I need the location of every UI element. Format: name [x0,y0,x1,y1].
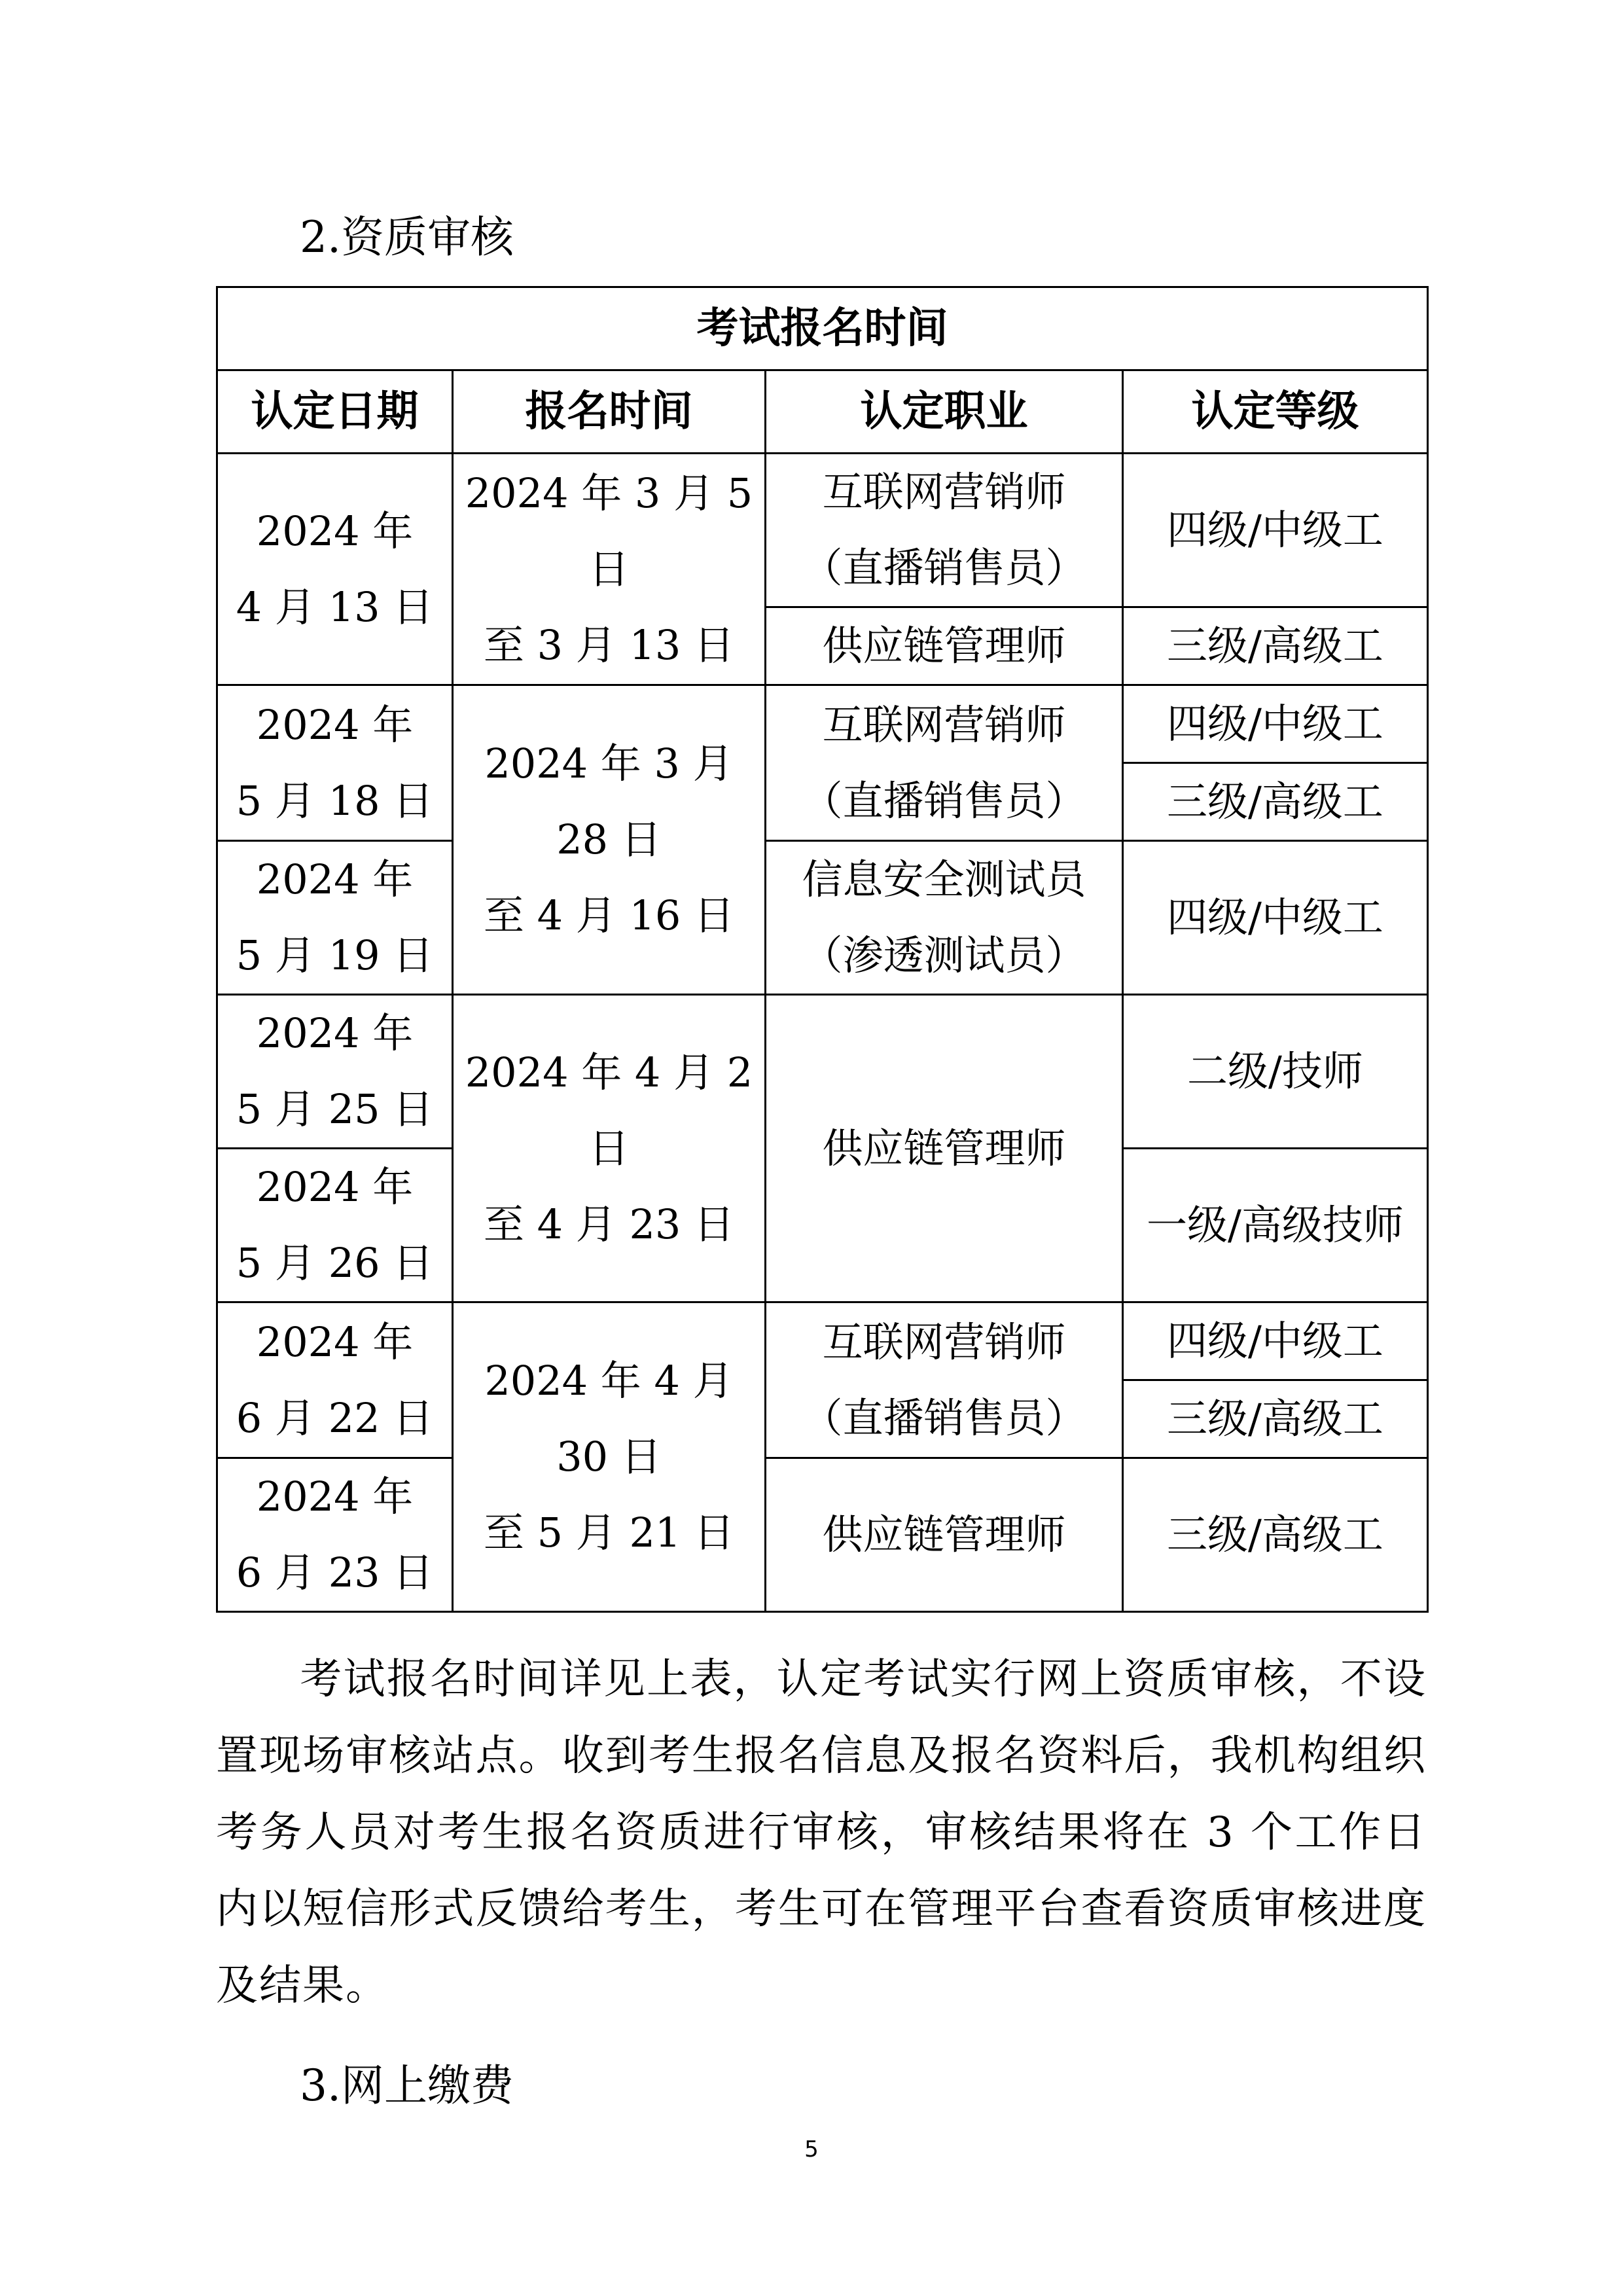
table-cell-date [217,1458,453,1612]
section-heading-online-payment: 3.网上缴费 [300,2060,514,2111]
date-day: 5 月 26 日 [236,1239,434,1287]
table-cell-level: 三级/高级工 [1123,607,1428,685]
table-cell-level: 四级/中级工 [1123,454,1428,607]
table-cell-date [217,1149,453,1302]
date-year: 2024 年 [256,855,414,903]
table-cell-level: 三级/高级工 [1123,763,1428,841]
occupation-name: 互联网营销师 [822,700,1066,749]
table-cell-level: 四级/中级工 [1123,841,1428,995]
table-cell-level: 三级/高级工 [1123,1458,1428,1612]
date-day: 5 月 18 日 [236,776,434,825]
table-cell-occupation [766,685,1123,841]
table-cell-occupation [766,841,1123,995]
period-start: 2024 年 4 月 30 日 [484,1357,734,1480]
period-start: 2024 年 3 月 28 日 [484,740,734,863]
occupation-name: 供应链管理师 [822,1511,1066,1558]
column-header-registration-period: 报名时间 [453,370,766,454]
date-year: 2024 年 [256,507,414,555]
table-cell-level: 二级/技师 [1123,995,1428,1149]
table-cell-level: 四级/中级工 [1123,1302,1428,1380]
table-cell-registration-period [453,685,766,995]
table-cell-occupation [766,1458,1123,1612]
table-title: 考试报名时间 [217,287,1428,370]
period-end: 至 5 月 21 日 [483,1509,735,1556]
occupation-name: 互联网营销师 [822,468,1066,516]
paragraph-text: 考试报名时间详见上表，认定考试实行网上资质审核，不设置现场审核站点。收到考生报名信息及报名资料后，我机构组织考务人员对考生报名资质进行审核，审核结果将在 3 个工作日内以短信形式反馈给考生，考生可在管理平台查看资质审核进度及结果。 [216,1655,1427,2010]
date-year: 2024 年 [256,700,414,749]
section-heading-qualification-review: 2.资质审核 [300,212,514,262]
table-cell-date [217,841,453,995]
page-number: 5 [804,2136,819,2162]
date-year: 2024 年 [256,1163,414,1211]
table-cell-registration-period [453,1302,766,1612]
occupation-subtitle: （直播销售员） [802,544,1086,592]
occupation-subtitle: （渗透测试员） [802,931,1086,979]
date-year: 2024 年 [256,1473,414,1520]
date-day: 5 月 25 日 [236,1085,434,1133]
occupation-subtitle: （直播销售员） [802,1393,1086,1442]
table-cell-date [217,685,453,841]
date-year: 2024 年 [256,1009,414,1057]
date-day: 6 月 23 日 [236,1549,434,1596]
period-start: 2024 年 4 月 2 日 [465,1048,753,1172]
table-cell-occupation [766,1302,1123,1458]
date-day: 5 月 19 日 [236,931,434,979]
date-day: 6 月 22 日 [236,1393,434,1442]
exam-registration-table [216,286,1429,1613]
period-end: 至 4 月 23 日 [483,1200,735,1248]
column-header-level: 认定等级 [1123,370,1428,454]
occupation-name: 供应链管理师 [822,622,1066,670]
occupation-name: 信息安全测试员 [802,855,1086,903]
body-paragraph [216,1641,1427,2024]
occupation-subtitle: （直播销售员） [802,776,1086,825]
period-end: 至 4 月 16 日 [483,891,735,939]
occupation-name: 供应链管理师 [822,1124,1066,1172]
table-cell-registration-period [453,995,766,1302]
table-cell-occupation [766,995,1123,1302]
table-cell-level: 三级/高级工 [1123,1380,1428,1458]
table-cell-date [217,995,453,1149]
table-cell-level: 四级/中级工 [1123,685,1428,763]
table-cell-occupation [766,607,1123,685]
period-end: 至 3 月 13 日 [483,620,735,669]
table-cell-level: 一级/高级技师 [1123,1149,1428,1302]
period-start: 2024 年 3 月 5 日 [465,469,753,593]
column-header-occupation: 认定职业 [766,370,1123,454]
table-cell-registration-period [453,454,766,685]
table-cell-occupation [766,454,1123,607]
occupation-name: 互联网营销师 [822,1318,1066,1366]
column-header-date: 认定日期 [217,370,453,454]
table-cell-date [217,1302,453,1458]
table-cell-date [217,454,453,685]
date-day: 4 月 13 日 [236,583,434,631]
date-year: 2024 年 [256,1318,414,1366]
